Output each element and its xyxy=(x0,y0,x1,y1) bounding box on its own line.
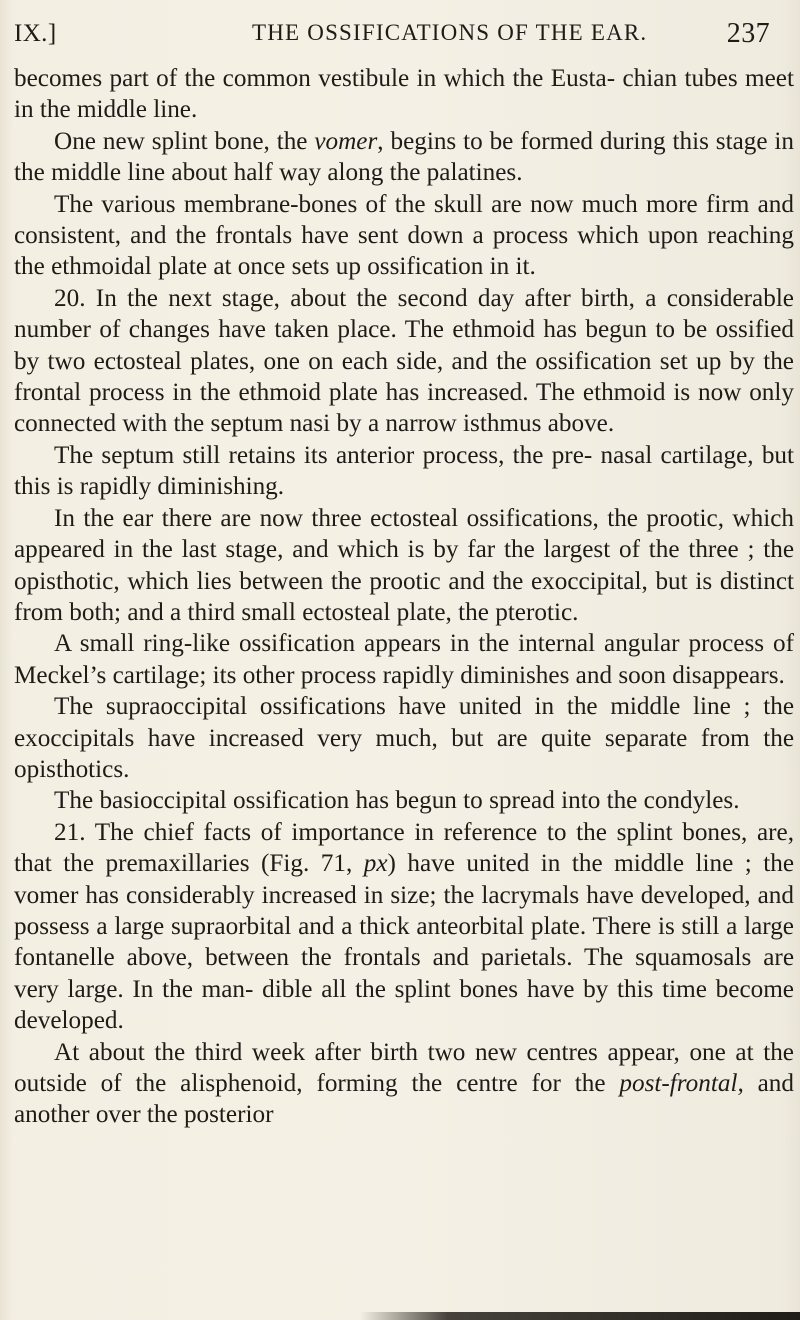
text-run: The supraoccipital ossifications have united in the middle line ; the exoccipitals have increased very much, but are quite separate from the opisthotics. xyxy=(14,693,794,783)
paragraph xyxy=(14,817,794,1037)
paragraph xyxy=(14,628,794,691)
body-text xyxy=(14,63,794,1131)
italic-term: px xyxy=(363,850,388,878)
chapter-number: IX.] xyxy=(14,20,57,47)
paragraph xyxy=(14,63,794,126)
paragraph xyxy=(14,126,794,189)
text-run: , begins to be formed during this stage in the middle line about half way along the palatines. xyxy=(14,127,794,187)
text-run: ) have united in the middle line ; the vomer has considerably increased in size; the lacrymals have developed, and possess a large supraorbital and a thick anteorbital plate. There is still a large fontanelle above, between the frontals and parietals. The squamosals are very large. In the man- dible all the splint bones have by this time become developed. xyxy=(14,850,794,1035)
italic-term: post-frontal, xyxy=(619,1070,744,1097)
text-run: 20. In the next stage, about the second day after birth, a considerable number of changes have taken place. The ethmoid has begun to be ossified by two ectosteal plates, one on each side, and the ossification set up by the frontal process in the ethmoid plate has increased. The ethmoid is now only connected with the septum nasi by a narrow isthmus above. xyxy=(14,284,794,438)
text-run: At about the third week after birth two new centres appear, one at the outside of the alisphenoid, forming the centre for the xyxy=(14,1038,794,1097)
text-run: becomes part of the common vestibule in which the Eusta- chian tubes meet in the middle line. xyxy=(14,65,794,124)
running-title: THE OSSIFICATIONS OF THE EAR. xyxy=(252,20,648,45)
text-run: One new splint bone, the xyxy=(54,127,315,155)
paragraph xyxy=(14,189,794,283)
running-header xyxy=(14,10,778,54)
page-bottom-edge xyxy=(360,1312,800,1320)
text-run: 21. The chief facts of importance in reference to the splint bones, are, that the premaxillaries (Fig. 71, xyxy=(14,818,794,878)
text-run: The basioccipital ossification has begun to spread into the condyles. xyxy=(54,787,740,815)
text-run: A small ring-like ossification appears in the internal angular process of Meckel’s cartilage; its other process rapidly diminishes and soon disappears. xyxy=(14,630,794,689)
text-run: In the ear there are now three ectosteal ossifications, the prootic, which appeared in the last stage, and which is by far the largest of the three ; the opisthotic, which lies between the prootic and the exoccipital, but is distinct from both; and a third small ectosteal plate, the pterotic. xyxy=(14,504,794,626)
paragraph xyxy=(14,1037,794,1131)
paragraph xyxy=(14,785,794,816)
text-run: The septum still retains its anterior process, the pre- nasal cartilage, but this is rapidly diminishing. xyxy=(14,441,794,501)
page-number: 237 xyxy=(726,18,770,49)
text-run: The various membrane-bones of the skull are now much more firm and consistent, and the frontals have sent down a process which upon reaching the ethmoidal plate at once sets up ossification in it. xyxy=(14,190,794,281)
text-run: and another over the posterior xyxy=(14,1070,794,1129)
paragraph xyxy=(14,691,794,785)
paragraph xyxy=(14,283,794,440)
paragraph xyxy=(14,440,794,503)
paragraph xyxy=(14,503,794,629)
italic-term: vomer xyxy=(314,127,378,155)
